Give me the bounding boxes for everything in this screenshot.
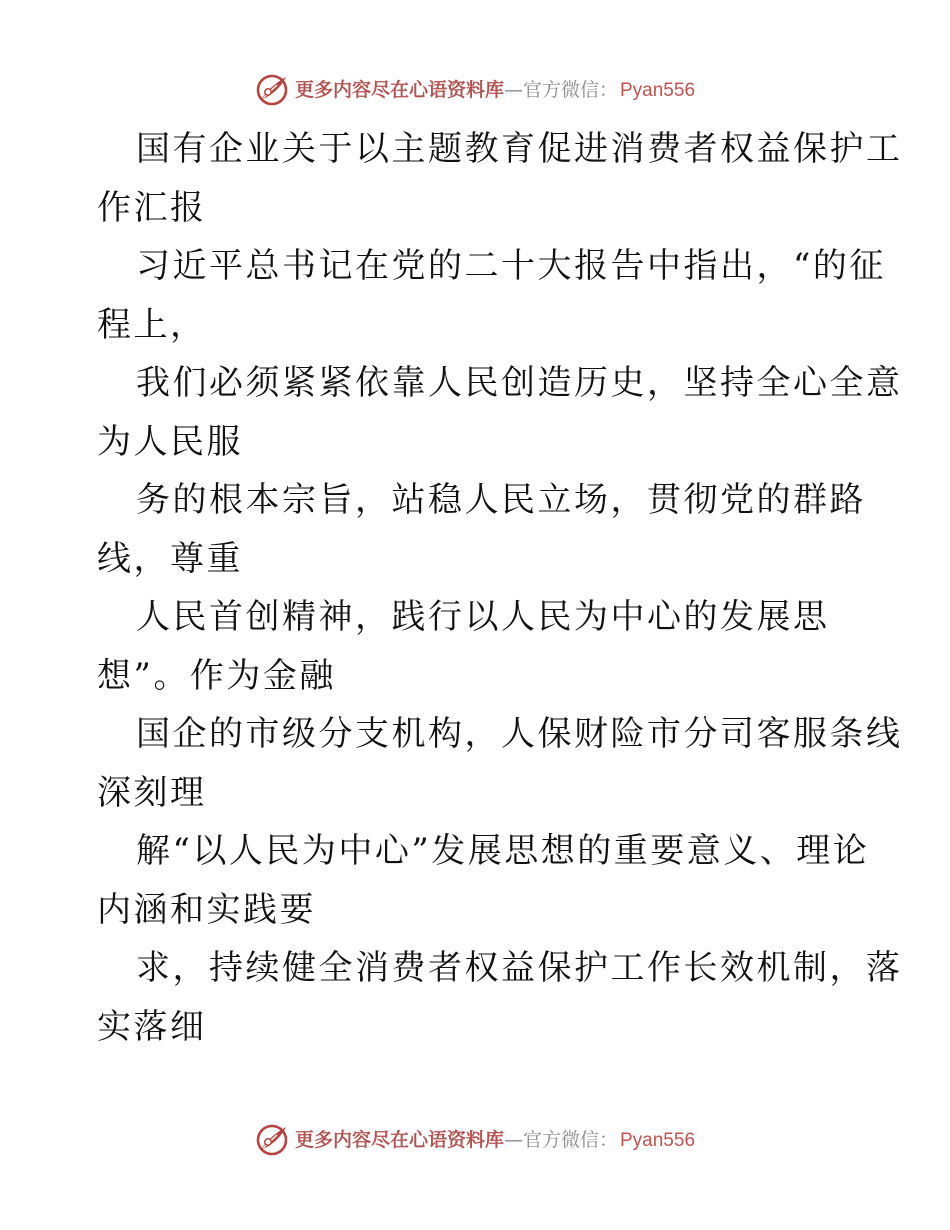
text-line: 实落细 bbox=[97, 1006, 207, 1047]
paragraph bbox=[97, 120, 903, 237]
watermark-text bbox=[294, 1128, 696, 1151]
text-line: 人民首创精神，践行以人民为中心的发展思 bbox=[136, 597, 830, 637]
watermark-wechat-id: Pyan556 bbox=[620, 79, 696, 101]
paragraph bbox=[97, 705, 903, 822]
watermark-text bbox=[294, 78, 696, 101]
text-line: 作汇报 bbox=[97, 187, 207, 228]
text-line: 深刻理 bbox=[97, 772, 207, 813]
watermark-separator: — bbox=[503, 78, 523, 101]
paragraph bbox=[97, 939, 903, 1056]
text-line: 习近平总书记在党的二十大报告中指出，“的征 bbox=[136, 246, 886, 286]
text-line: 我们必须紧紧依靠人民创造历史，坚持全心全意 bbox=[136, 363, 903, 403]
text-line: 程上， bbox=[97, 304, 207, 345]
text-line: 务的根本宗旨，站稳人民立场，贯彻党的群路 bbox=[136, 480, 866, 520]
watermark-main-text: 更多内容尽在心语资料库 bbox=[294, 78, 504, 101]
paragraph bbox=[97, 237, 886, 354]
watermark-separator: — bbox=[503, 1128, 523, 1151]
paragraph bbox=[97, 822, 870, 939]
document-body bbox=[97, 120, 903, 1056]
text-line: 内涵和实践要 bbox=[97, 889, 316, 930]
text-line: 国企的市级分支机构，人保财险市分司客服条线 bbox=[136, 714, 903, 754]
footer-watermark bbox=[0, 1120, 950, 1160]
watermark-wechat-id: Pyan556 bbox=[620, 1129, 696, 1151]
quill-logo-icon bbox=[255, 73, 289, 107]
paragraph bbox=[97, 588, 857, 705]
watermark-wechat-label: 官方微信： bbox=[522, 78, 618, 101]
header-watermark bbox=[0, 70, 950, 110]
paragraph bbox=[97, 354, 903, 471]
paragraph bbox=[97, 471, 866, 588]
text-line: 线，尊重 bbox=[97, 538, 243, 579]
text-line: 解“以人民为中心”发展思想的重要意义、理论 bbox=[136, 831, 870, 871]
watermark-main-text: 更多内容尽在心语资料库 bbox=[294, 1128, 504, 1151]
watermark-wechat-label: 官方微信： bbox=[522, 1128, 618, 1151]
text-line: 求，持续健全消费者权益保护工作长效机制，落 bbox=[136, 948, 903, 988]
text-line: 想”。作为金融 bbox=[97, 655, 336, 696]
text-line: 国有企业关于以主题教育促进消费者权益保护工 bbox=[136, 129, 903, 169]
quill-logo-icon bbox=[255, 1123, 289, 1157]
text-line: 为人民服 bbox=[97, 421, 243, 462]
